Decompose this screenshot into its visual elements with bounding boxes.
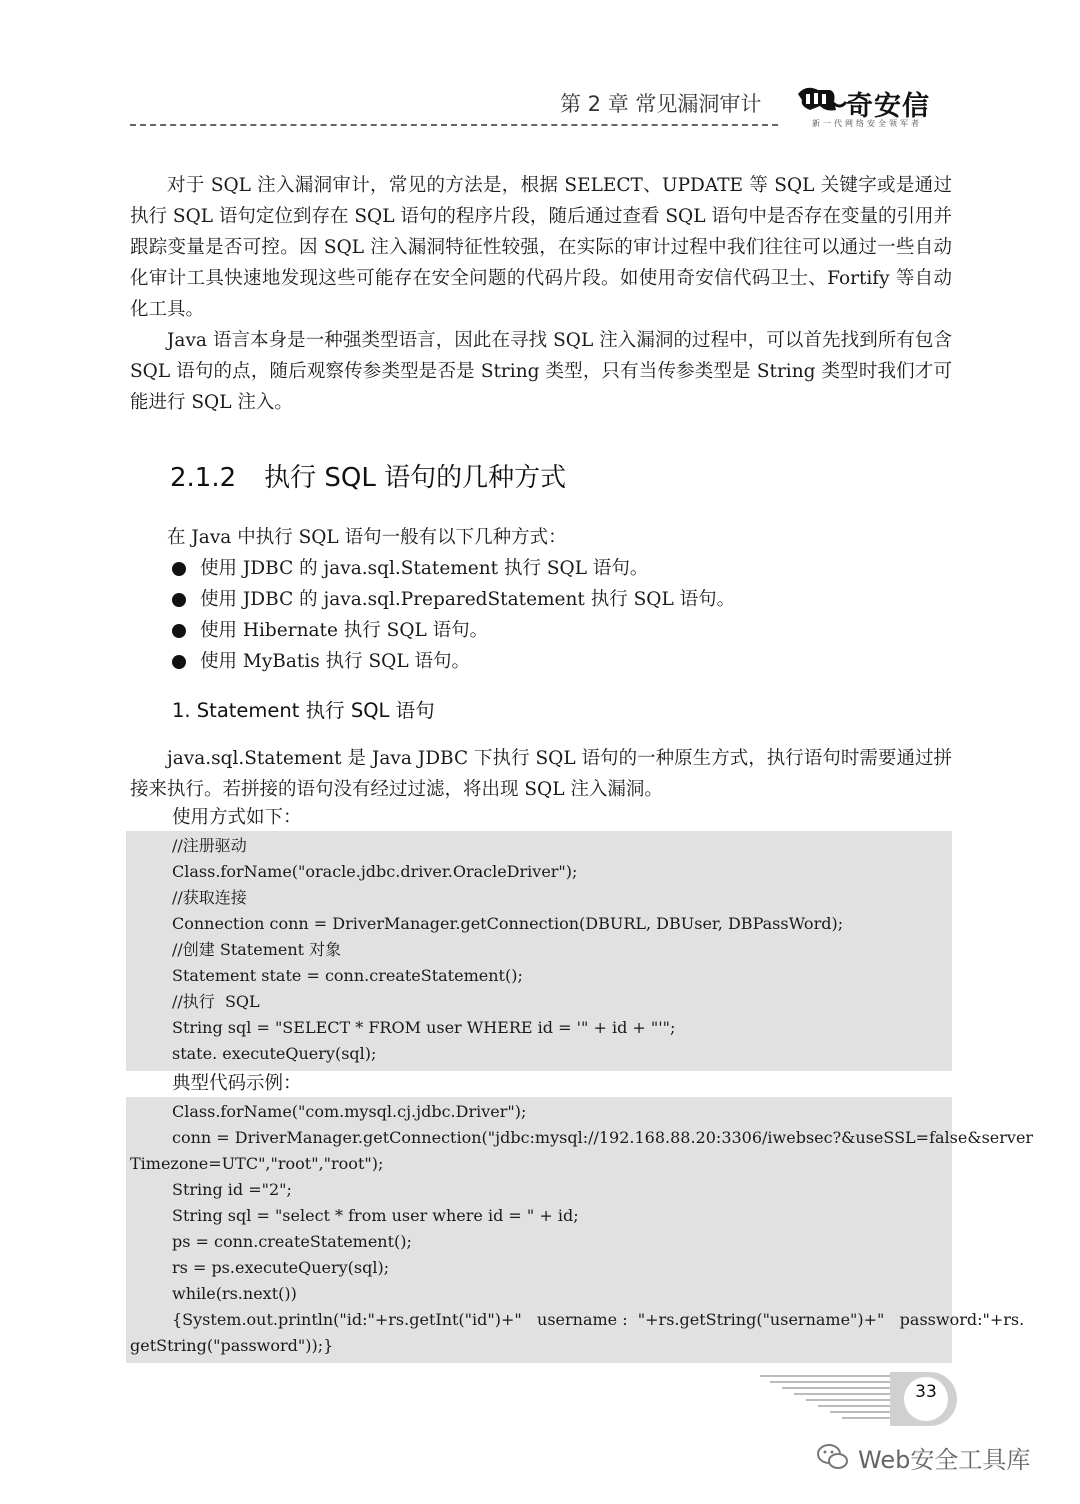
example-label: 典型代码示例： bbox=[172, 1073, 302, 1094]
usage-label: 使用方式如下： bbox=[172, 807, 302, 828]
code-line: Class.forName("oracle.jdbc.driver.OracleDriver"); bbox=[172, 862, 578, 881]
header-divider bbox=[130, 124, 778, 126]
code-line: rs = ps.executeQuery(sql); bbox=[172, 1258, 390, 1277]
chapter-title: 第 2 章 常见漏洞审计 bbox=[560, 92, 762, 116]
bullet-icon bbox=[172, 624, 186, 638]
code-line: String sql = "select * from user where id = " + id; bbox=[172, 1206, 579, 1225]
list-item: 使用 JDBC 的 java.sql.Statement 执行 SQL 语句。 bbox=[130, 553, 952, 584]
code-line: //注册驱动 bbox=[172, 836, 247, 855]
section-intro: 在 Java 中执行 SQL 语句一般有以下几种方式： bbox=[167, 527, 567, 548]
list-item: 使用 MyBatis 执行 SQL 语句。 bbox=[130, 646, 952, 677]
section-heading bbox=[170, 458, 952, 498]
code-line: String id ="2"; bbox=[172, 1180, 292, 1199]
bullet-list bbox=[130, 553, 952, 677]
bullet-icon bbox=[172, 655, 186, 669]
code-line: Connection conn = DriverManager.getConnection(DBURL, DBUser, DBPassWord); bbox=[172, 914, 844, 933]
code-line: Class.forName("com.mysql.cj.jdbc.Driver"); bbox=[172, 1102, 527, 1121]
paragraph: 对于 SQL 注入漏洞审计，常见的方法是，根据 SELECT、UPDATE 等 SQL 关键字或是通过执行 SQL 语句定位到存在 SQL 语句的程序片段，随后通过查看 SQL 语句中是否存在变量的引用并跟踪变量是否可控。因 SQL 注入漏洞特征性较强，在实际的审计过程中我们往往可以通过一些自动化审计工具快速地发现这些可能存在安全问题的代码片段。如使用奇安信代码卫士、Fortify 等自动化工具。 bbox=[130, 175, 952, 320]
page-content bbox=[130, 170, 1034, 1363]
code-line: {System.out.println("id:"+rs.getInt("id")+" username : "+rs.getString("username")+" password:"+rs. bbox=[172, 1310, 1025, 1329]
watermark: Web安全工具库 bbox=[858, 1446, 1031, 1474]
code-block-usage bbox=[126, 831, 952, 1071]
paragraph: Java 语言本身是一种强类型语言，因此在寻找 SQL 注入漏洞的过程中，可以首先找到所有包含 SQL 语句的点，随后观察传参类型是否是 String 类型，只有当传参类型是 String 类型时我们才可能进行 SQL 注入。 bbox=[130, 330, 952, 413]
list-item: 使用 Hibernate 执行 SQL 语句。 bbox=[130, 615, 952, 646]
paragraph: java.sql.Statement 是 Java JDBC 下执行 SQL 语句的一种原生方式，执行语句时需要通过拼接来执行。若拼接的语句没有经过过滤，将出现 SQL 注入漏洞。 bbox=[130, 748, 952, 800]
code-line: //获取连接 bbox=[172, 888, 247, 907]
code-line: //创建 Statement 对象 bbox=[172, 940, 342, 959]
brand-name: 奇安信 bbox=[846, 91, 930, 122]
brand-slogan: 新一代网络安全领军者 bbox=[812, 119, 922, 128]
page-number: 33 bbox=[915, 1382, 937, 1402]
list-item: 使用 JDBC 的 java.sql.PreparedStatement 执行 SQL 语句。 bbox=[130, 584, 952, 615]
code-line: String sql = "SELECT * FROM user WHERE id = '" + id + "'"; bbox=[172, 1018, 676, 1037]
code-block-example bbox=[126, 1097, 1034, 1363]
code-line: getString("password"));} bbox=[130, 1336, 334, 1355]
code-line: //执行 SQL bbox=[172, 992, 260, 1011]
code-line: state. executeQuery(sql); bbox=[172, 1044, 377, 1063]
section-number: 2.1.2 bbox=[170, 463, 237, 493]
code-line: Statement state = conn.createStatement(); bbox=[172, 966, 523, 985]
subsection-heading: 1. Statement 执行 SQL 语句 bbox=[172, 699, 435, 722]
code-line: conn = DriverManager.getConnection("jdbc:mysql://192.168.88.20:3306/iwebsec?&useSSL=false&server bbox=[172, 1128, 1034, 1147]
code-line: Timezone=UTC","root","root"); bbox=[130, 1154, 384, 1173]
bullet-icon bbox=[172, 593, 186, 607]
bullet-icon bbox=[172, 562, 186, 576]
code-line: ps = conn.createStatement(); bbox=[172, 1232, 412, 1251]
section-title: 执行 SQL 语句的几种方式 bbox=[264, 463, 567, 493]
code-line: while(rs.next()) bbox=[172, 1284, 297, 1303]
